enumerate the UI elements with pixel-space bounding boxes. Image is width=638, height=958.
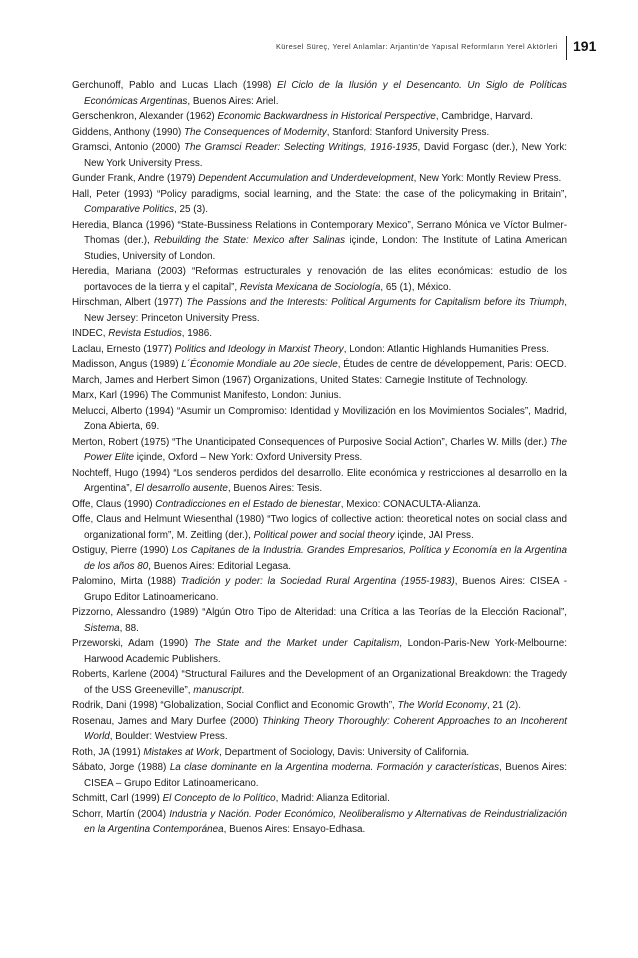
- reference-text: Offe, Claus (1990): [72, 498, 156, 510]
- reference-text: , 65 (1), México.: [380, 281, 452, 293]
- reference-text: Merton, Robert (1975) “The Unanticipated Consequences of Purposive Social Action”, Charles W. Mills (der.): [72, 436, 550, 448]
- reference-text: , Buenos Aires: Ariel.: [187, 95, 279, 107]
- reference-text: , 1986.: [181, 328, 212, 339]
- reference-title: L´Économie Mondiale au 20e siecle: [181, 359, 338, 370]
- reference-entry: [72, 342, 567, 358]
- reference-text: , New York: Montly Review Press.: [413, 173, 562, 184]
- reference-title: The Power Elite: [84, 436, 567, 463]
- reference-entry: [72, 218, 567, 265]
- reference-entry: [72, 497, 567, 513]
- reference-entry: [72, 543, 567, 574]
- reference-text: , Buenos Aires: Ensayo-Edhasa.: [223, 824, 366, 835]
- reference-text: , Mexico: CONACULTA-Alianza.: [340, 498, 481, 510]
- reference-title: El Concepto de lo Político: [162, 793, 276, 804]
- reference-text: Hall, Peter (1993) “Policy paradigms, social learning, and the State: the case of the policymaking in Britain”,: [72, 188, 567, 200]
- reference-text: , London: Atlantic Highlands Humanities Press.: [343, 343, 549, 355]
- reference-title: The Passions and the Interests: Political Arguments for Capitalism before its Triumph: [186, 297, 565, 308]
- reference-text: , Buenos Aires: Tesis.: [227, 483, 323, 494]
- reference-entry: [72, 326, 567, 342]
- reference-text: Offe, Claus and Helmunt Wiesenthal (1980) “Two logics of collective action: theoretical notes on social class and organizational form”, M. Zeitling (der.),: [72, 514, 567, 541]
- reference-title: Thinking Theory Thoroughly: Coherent Approaches to an Incoherent World: [84, 715, 567, 742]
- reference-text: Roth, JA (1991): [72, 746, 144, 758]
- reference-title: Comparative Politics: [84, 204, 175, 215]
- header-divider: [566, 36, 567, 60]
- reference-entry: [72, 264, 567, 295]
- reference-text: , David Forgasc (der.), New York: New York University Press.: [84, 142, 567, 169]
- reference-text: , Department of Sociology, Davis: University of California.: [219, 746, 470, 758]
- reference-text: Heredia, Blanca (1996) “State-Bussiness Relations in Contemporary Mexico”, Serrano Mónica ve Víctor Bulmer-Thomas (der.),: [72, 219, 567, 246]
- reference-title: Contradicciones en el Estado de bienestar: [155, 498, 341, 510]
- reference-text: Nochteff, Hugo (1994) “Los senderos perdidos del desarrollo. Elite económica y restricciones al desarrollo en la Argentina”,: [72, 467, 567, 494]
- reference-text: Pizzorno, Alessandro (1989) “Algún Otro Tipo de Alteridad: una Crítica a las Teorías de la Elección Racional”,: [72, 607, 567, 618]
- reference-entry: [72, 574, 567, 605]
- page-number: 191: [573, 38, 597, 54]
- reference-text: Gramsci, Antonio (2000): [72, 142, 184, 153]
- reference-text: Hirschman, Albert (1977): [72, 297, 187, 308]
- reference-title: Mistakes at Work: [143, 746, 220, 758]
- reference-text: Gunder Frank, Andre (1979): [72, 173, 199, 184]
- reference-text: Rosenau, James and Mary Durfee (2000): [72, 715, 263, 727]
- reference-title: El desarrollo ausente: [135, 483, 228, 494]
- reference-title: Politics and Ideology in Marxist Theory: [174, 343, 344, 355]
- reference-entry: [72, 636, 567, 667]
- reference-text: , 21 (2).: [486, 700, 521, 711]
- running-title: Küresel Süreç, Yerel Anlamlar: Arjantin'de Yapısal Reformların Yerel Aktörleri: [275, 42, 558, 51]
- reference-text: , Cambridge, Harvard.: [435, 111, 534, 122]
- reference-entry: [72, 698, 567, 714]
- reference-title: La clase dominante en la Argentina moderna. Formación y características: [169, 762, 500, 773]
- reference-entry: [72, 140, 567, 171]
- reference-title: The Consequences of Modernity: [184, 126, 327, 138]
- reference-title: The State and the Market under Capitalism: [193, 638, 400, 649]
- reference-text: Roberts, Karlene (2004) “Structural Failures and the Development of an Organizational Breakdown: the Tragedy of the USS Greeneville”,: [72, 669, 567, 696]
- reference-entry: [72, 791, 567, 807]
- reference-entry: [72, 171, 567, 187]
- reference-text: Gerchunoff, Pablo and Lucas Llach (1998): [72, 80, 277, 91]
- reference-text: INDEC,: [72, 328, 109, 339]
- reference-entry: [72, 435, 567, 466]
- reference-title: manuscript: [193, 684, 242, 696]
- reference-title: Sistema: [84, 622, 120, 634]
- reference-text: Laclau, Ernesto (1977): [72, 343, 175, 355]
- reference-title: Rebuilding the State: Mexico after Salinas: [154, 235, 346, 246]
- reference-text: Ostiguy, Pierre (1990): [72, 545, 172, 556]
- reference-text: , Buenos Aires: CISEA – Grupo Editor Latinoamericano.: [84, 762, 567, 789]
- reference-title: Tradición y poder: la Sociedad Rural Argentina (1955-1983): [180, 576, 455, 587]
- reference-text: Przeworski, Adam (1990): [72, 638, 194, 649]
- reference-title: Dependent Accumulation and Underdevelopment: [198, 173, 414, 184]
- reference-entry: [72, 109, 567, 125]
- reference-title: The Gramsci Reader: Selecting Writings, 1916-1935: [184, 142, 418, 153]
- reference-entry: [72, 760, 567, 791]
- reference-entry: [72, 714, 567, 745]
- reference-text: Gerschenkron, Alexander (1962): [72, 111, 218, 122]
- reference-entry: [72, 605, 567, 636]
- reference-text: Giddens, Anthony (1990): [72, 126, 184, 138]
- reference-text: içinde, London: The Institute of Latina American Studies, University of London.: [84, 235, 567, 262]
- reference-text: , London-Paris-New York-Melbourne: Harwood Academic Publishers.: [84, 638, 567, 665]
- reference-text: Schorr, Martín (2004): [72, 808, 170, 820]
- reference-text: Marx, Karl (1996) The Communist Manifesto, London: Junius.: [72, 390, 342, 401]
- reference-title: Economic Backwardness in Historical Perspective: [217, 111, 436, 122]
- reference-text: Sábato, Jorge (1988): [72, 762, 170, 773]
- reference-text: Heredia, Mariana (2003) “Reformas estructurales y renovación de las elites económicas: estudio de los portavoces de la tierra y el capital”,: [72, 266, 567, 293]
- reference-entry: [72, 667, 567, 698]
- reference-text: March, James and Herbert Simon (1967) Organizations, United States: Carnegie Institute of Technology.: [72, 374, 528, 386]
- reference-entry: [72, 512, 567, 543]
- reference-entry: [72, 125, 567, 141]
- reference-entry: [72, 807, 567, 838]
- reference-text: içinde, Oxford – New York: Oxford University Press.: [133, 452, 363, 463]
- reference-entry: [72, 295, 567, 326]
- reference-entry: [72, 466, 567, 497]
- reference-title: Industria y Nación. Poder Económico, Neoliberalismo y Alternativas de Reindustrialización en la Argentina Contemporánea: [84, 808, 567, 835]
- reference-text: .: [241, 684, 245, 696]
- reference-text: Melucci, Alberto (1994) “Asumir un Compromiso: Identidad y Movilización en los Movimientos Sociales”, Madrid, Zona Abierta, 69.: [72, 405, 567, 432]
- reference-title: Revista Estudios: [108, 328, 182, 339]
- reference-text: , Madrid: Alianza Editorial.: [275, 793, 390, 804]
- reference-text: , Buenos Aires: Editorial Legasa.: [148, 560, 291, 572]
- reference-text: , New Jersey: Princeton University Press.: [84, 297, 567, 324]
- reference-text: Palomino, Mirta (1988): [72, 576, 181, 587]
- reference-entry: [72, 357, 567, 373]
- reference-title: Revista Mexicana de Sociología: [239, 281, 381, 293]
- reference-text: , Stanford: Stanford University Press.: [326, 126, 490, 138]
- reference-text: , Boulder: Westview Press.: [109, 731, 228, 742]
- reference-entry: [72, 404, 567, 435]
- reference-text: Rodrik, Dani (1998) “Globalization, Social Conflict and Economic Growth”,: [72, 700, 398, 711]
- page-header: [0, 36, 638, 60]
- reference-text: Madisson, Angus (1989): [72, 359, 182, 370]
- reference-entry: [72, 388, 567, 404]
- reference-entry: [72, 78, 567, 109]
- reference-entry: [72, 373, 567, 389]
- reference-title: Los Capitanes de la Industria. Grandes Empresarios, Política y Economía en la Argentina de los años 80: [84, 545, 567, 572]
- reference-text: içinde, JAI Press.: [394, 529, 474, 541]
- reference-title: Political power and social theory: [253, 529, 395, 541]
- reference-list: [72, 78, 567, 838]
- reference-text: , Buenos Aires: CISEA - Grupo Editor Latinoamericano.: [84, 576, 567, 603]
- reference-text: Schmitt, Carl (1999): [72, 793, 163, 804]
- reference-title: El Ciclo de la Ilusión y el Desencanto. Un Siglo de Políticas Económicas Argentinas: [84, 80, 567, 107]
- reference-entry: [72, 745, 567, 761]
- reference-title: The World Economy: [397, 700, 487, 711]
- reference-entry: [72, 187, 567, 218]
- reference-text: , 25 (3).: [174, 204, 209, 215]
- reference-text: , 88.: [119, 622, 139, 634]
- reference-text: , Études de centre de développement, Paris: OECD.: [337, 359, 567, 370]
